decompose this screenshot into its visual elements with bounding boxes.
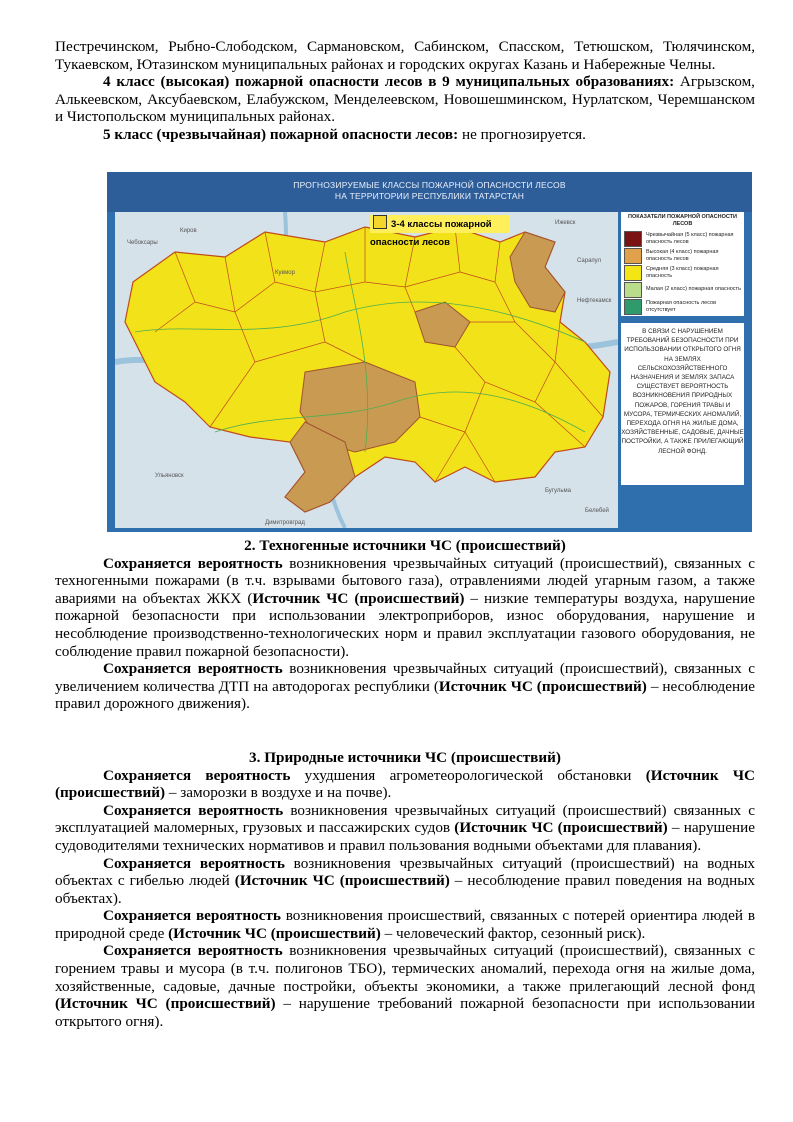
legend-row-class4 (621, 247, 744, 264)
text: – несоблюдение правил поведения на водных объектах). (55, 872, 755, 907)
map-warning-box: В СВЯЗИ С НАРУШЕНИЕМ ТРЕБОВАНИЙ БЕЗОПАСНОСТИ ПРИ ИСПОЛЬЗОВАНИИ ОТКРЫТОГО ОГНЯ НА ЗЕМЛЯХ СЕЛЬСКОХОЗЯЙСТВЕННОГО НАЗНАЧЕНИЯ И ЗЕМЛЯХ ЗАПАСА СУЩЕСТВУЕТ ВЕРОЯТНОСТЬ ВОЗНИКНОВЕНИЯ ПРИРОДНЫХ ПОЖАРОВ, ГОРЕНИЯ ТРАВЫ И МУСОРА, ТЕРМИЧЕСКИХ АНОМАЛИЙ, ПЕРЕХОДА ОГНЯ НА ЖИЛЫЕ ДОМА, ХОЗЯЙСТВЕННЫЕ, САДОВЫЕ, ДАЧНЫЕ ПОСТРОЙКИ, А ТАКЖЕ ПРИЛЕГАЮЩИЙ ЛЕСНОЙ ФОНД. (621, 323, 744, 485)
bold-lead: Сохраняется вероятность (103, 766, 291, 784)
text: возникновения чрезвычайных ситуаций (происшествий) связанных с эксплуатацией маломерных, грузовых и пассажирских судов (55, 801, 755, 837)
legend-label: Высокая (4 класс) пожарная опасность лесов (646, 249, 719, 262)
map-badge-label: 3-4 классы пожарной опасности лесов (370, 219, 492, 248)
document-sections (55, 537, 755, 1030)
place-label: Нефтекамск (577, 298, 612, 304)
map-legend (621, 212, 744, 316)
text: возникновения происшествий, связанных с потерей ориентира людей в природной среде (55, 907, 755, 942)
place-label: Киров (180, 228, 197, 234)
bold-lead: Сохраняется вероятность (103, 854, 285, 872)
text: – нарушение судоводителями технических нормативов и правил пользования водными объектами для плавания). (55, 819, 755, 854)
bold-source: (Источник ЧС (происшествий) (168, 924, 381, 942)
place-label: Кукмор (275, 270, 295, 276)
section3-paragraph-4 (55, 907, 755, 942)
legend-swatch (624, 299, 642, 315)
section2-paragraph-2 (55, 660, 755, 713)
class5-title: 5 класс (чрезвычайная) пожарной опасности лесов: (103, 125, 459, 143)
bold-source: Источник ЧС (происшествий) (438, 677, 647, 695)
legend-label: Средняя (3 класс) пожарная опасность (646, 266, 719, 279)
legend-row-class5 (621, 230, 744, 247)
text: – человеческий фактор, сезонный риск). (380, 924, 646, 942)
bold-source: Источник ЧС (происшествий) (252, 589, 465, 607)
document-page (55, 38, 755, 144)
bold-lead: Сохраняется вероятность (103, 554, 283, 572)
class4-paragraph (55, 73, 755, 126)
map-area (115, 212, 618, 528)
spacer (55, 713, 755, 749)
place-label: Ульяновск (155, 473, 184, 479)
legend-swatch (624, 231, 642, 247)
bold-lead: Сохраняется вероятность (103, 942, 283, 960)
class5-paragraph (55, 126, 755, 144)
legend-row-class2 (621, 281, 744, 298)
place-label: Сарапул (577, 258, 602, 264)
section3-paragraph-3 (55, 855, 755, 908)
section3-title-text: 3. Природные источники ЧС (происшествий) (249, 748, 561, 766)
legend-swatch (624, 248, 642, 264)
text: ухудшения агрометеорологической обстановки (290, 766, 646, 784)
place-label: Димитровград (265, 520, 305, 526)
section2-title (55, 537, 755, 555)
map-header-line1: ПРОГНОЗИРУЕМЫЕ КЛАССЫ ПОЖАРНОЙ ОПАСНОСТИ ЛЕСОВ (293, 180, 566, 190)
section3-paragraph-1 (55, 767, 755, 802)
legend-label: Чрезвычайная (5 класс) пожарная опасность лесов (646, 232, 734, 245)
section3-paragraph-2 (55, 802, 755, 855)
bold-source: (Источник ЧС (происшествий) (454, 819, 668, 837)
text: возникновения чрезвычайных ситуаций (происшествий) на водных объектах с гибелью людей (55, 854, 756, 890)
map-header (107, 172, 752, 212)
text: возникновения чрезвычайных ситуаций (происшествий), связанных с увеличением количества ДТП на автодорогах республики ( (55, 660, 755, 695)
text: – нарушение требований пожарной безопасности при использовании открытого огня). (55, 995, 755, 1030)
class4-text: Агрызском, Алькеевском, Аксубаевском, Елабужском, Менделеевском, Новошешминском, Нурлатском, Черемшанском и Чистопольском муниципальных районах. (55, 73, 755, 126)
bold-source: (Источник ЧС (происшествий) (55, 766, 755, 802)
place-label: Ижевск (555, 220, 576, 226)
section2-title-text: 2. Техногенные источники ЧС (происшествий) (244, 537, 566, 554)
text: – заморозки в воздухе и на почве). (165, 784, 392, 802)
intro-paragraph: Пестречинском, Рыбно-Слободском, Сармановском, Сабинском, Спасском, Тетюшском, Тюлячинском, Тукаевском, Ютазинском муниципальных районах и городских округах Казань и Набережные Челны. (55, 38, 755, 73)
bold-lead: Сохраняется вероятность (103, 907, 281, 925)
bold-source: (Источник ЧС (происшествий) (55, 995, 276, 1013)
section2-paragraph-1 (55, 555, 755, 661)
text: – несоблюдение правил дорожного движения). (55, 677, 755, 713)
map-header-line2: НА ТЕРРИТОРИИ РЕСПУБЛИКИ ТАТАРСТАН (334, 191, 525, 201)
section3-paragraph-5 (55, 942, 755, 1030)
class4-title: 4 класс (высокая) пожарной опасности лесов в 9 муниципальных образованиях: (103, 73, 675, 91)
map-drawing (115, 212, 618, 528)
bold-source: (Источник ЧС (происшествий) (234, 872, 450, 890)
bold-lead: Сохраняется вероятность (103, 660, 283, 678)
legend-row-none (621, 298, 744, 315)
text: возникновения чрезвычайных ситуаций (происшествий), связанных с горением травы и мусора (в т.ч. полигонов ТБО), термических аномалий, перехода огня на жилые дома, хозяйственные, садовые, дачные постройки, объекты экономики, а также прилегающий лесной фонд (55, 942, 755, 995)
text: – низкие температуры воздуха, нарушение пожарной безопасности при использовании электроприборов, износ оборудования, нарушение и несоблюдение производственно-технологических норм и правил эксплуатации газового оборудования, не соблюдение правил пожарной безопасности). (55, 589, 755, 660)
place-label: Белебей (585, 508, 609, 514)
map-badge (370, 215, 510, 248)
bold-lead: Сохраняется вероятность (103, 801, 284, 819)
legend-label: Малая (2 класс) пожарная опасность (646, 286, 741, 293)
section3-title (55, 749, 755, 767)
legend-swatch (624, 282, 642, 298)
text: возникновения чрезвычайных ситуаций (происшествий), связанных с техногенными пожарами (в т.ч. взрывами бытового газа), отравлениями людей угарным газом, а также авариями на объектах ЖКХ ( (55, 554, 755, 607)
place-label: Бугульма (545, 488, 571, 494)
legend-title: ПОКАЗАТЕЛИ ПОЖАРНОЙ ОПАСНОСТИ ЛЕСОВ (627, 214, 737, 227)
legend-row-class3 (621, 264, 744, 281)
class5-text: не прогнозируется. (458, 125, 586, 143)
badge-swatch (373, 215, 387, 229)
legend-label: Пожарная опасность лесов отсутствует (646, 300, 717, 313)
legend-swatch (624, 265, 642, 281)
place-label: Чебоксары (127, 240, 158, 246)
